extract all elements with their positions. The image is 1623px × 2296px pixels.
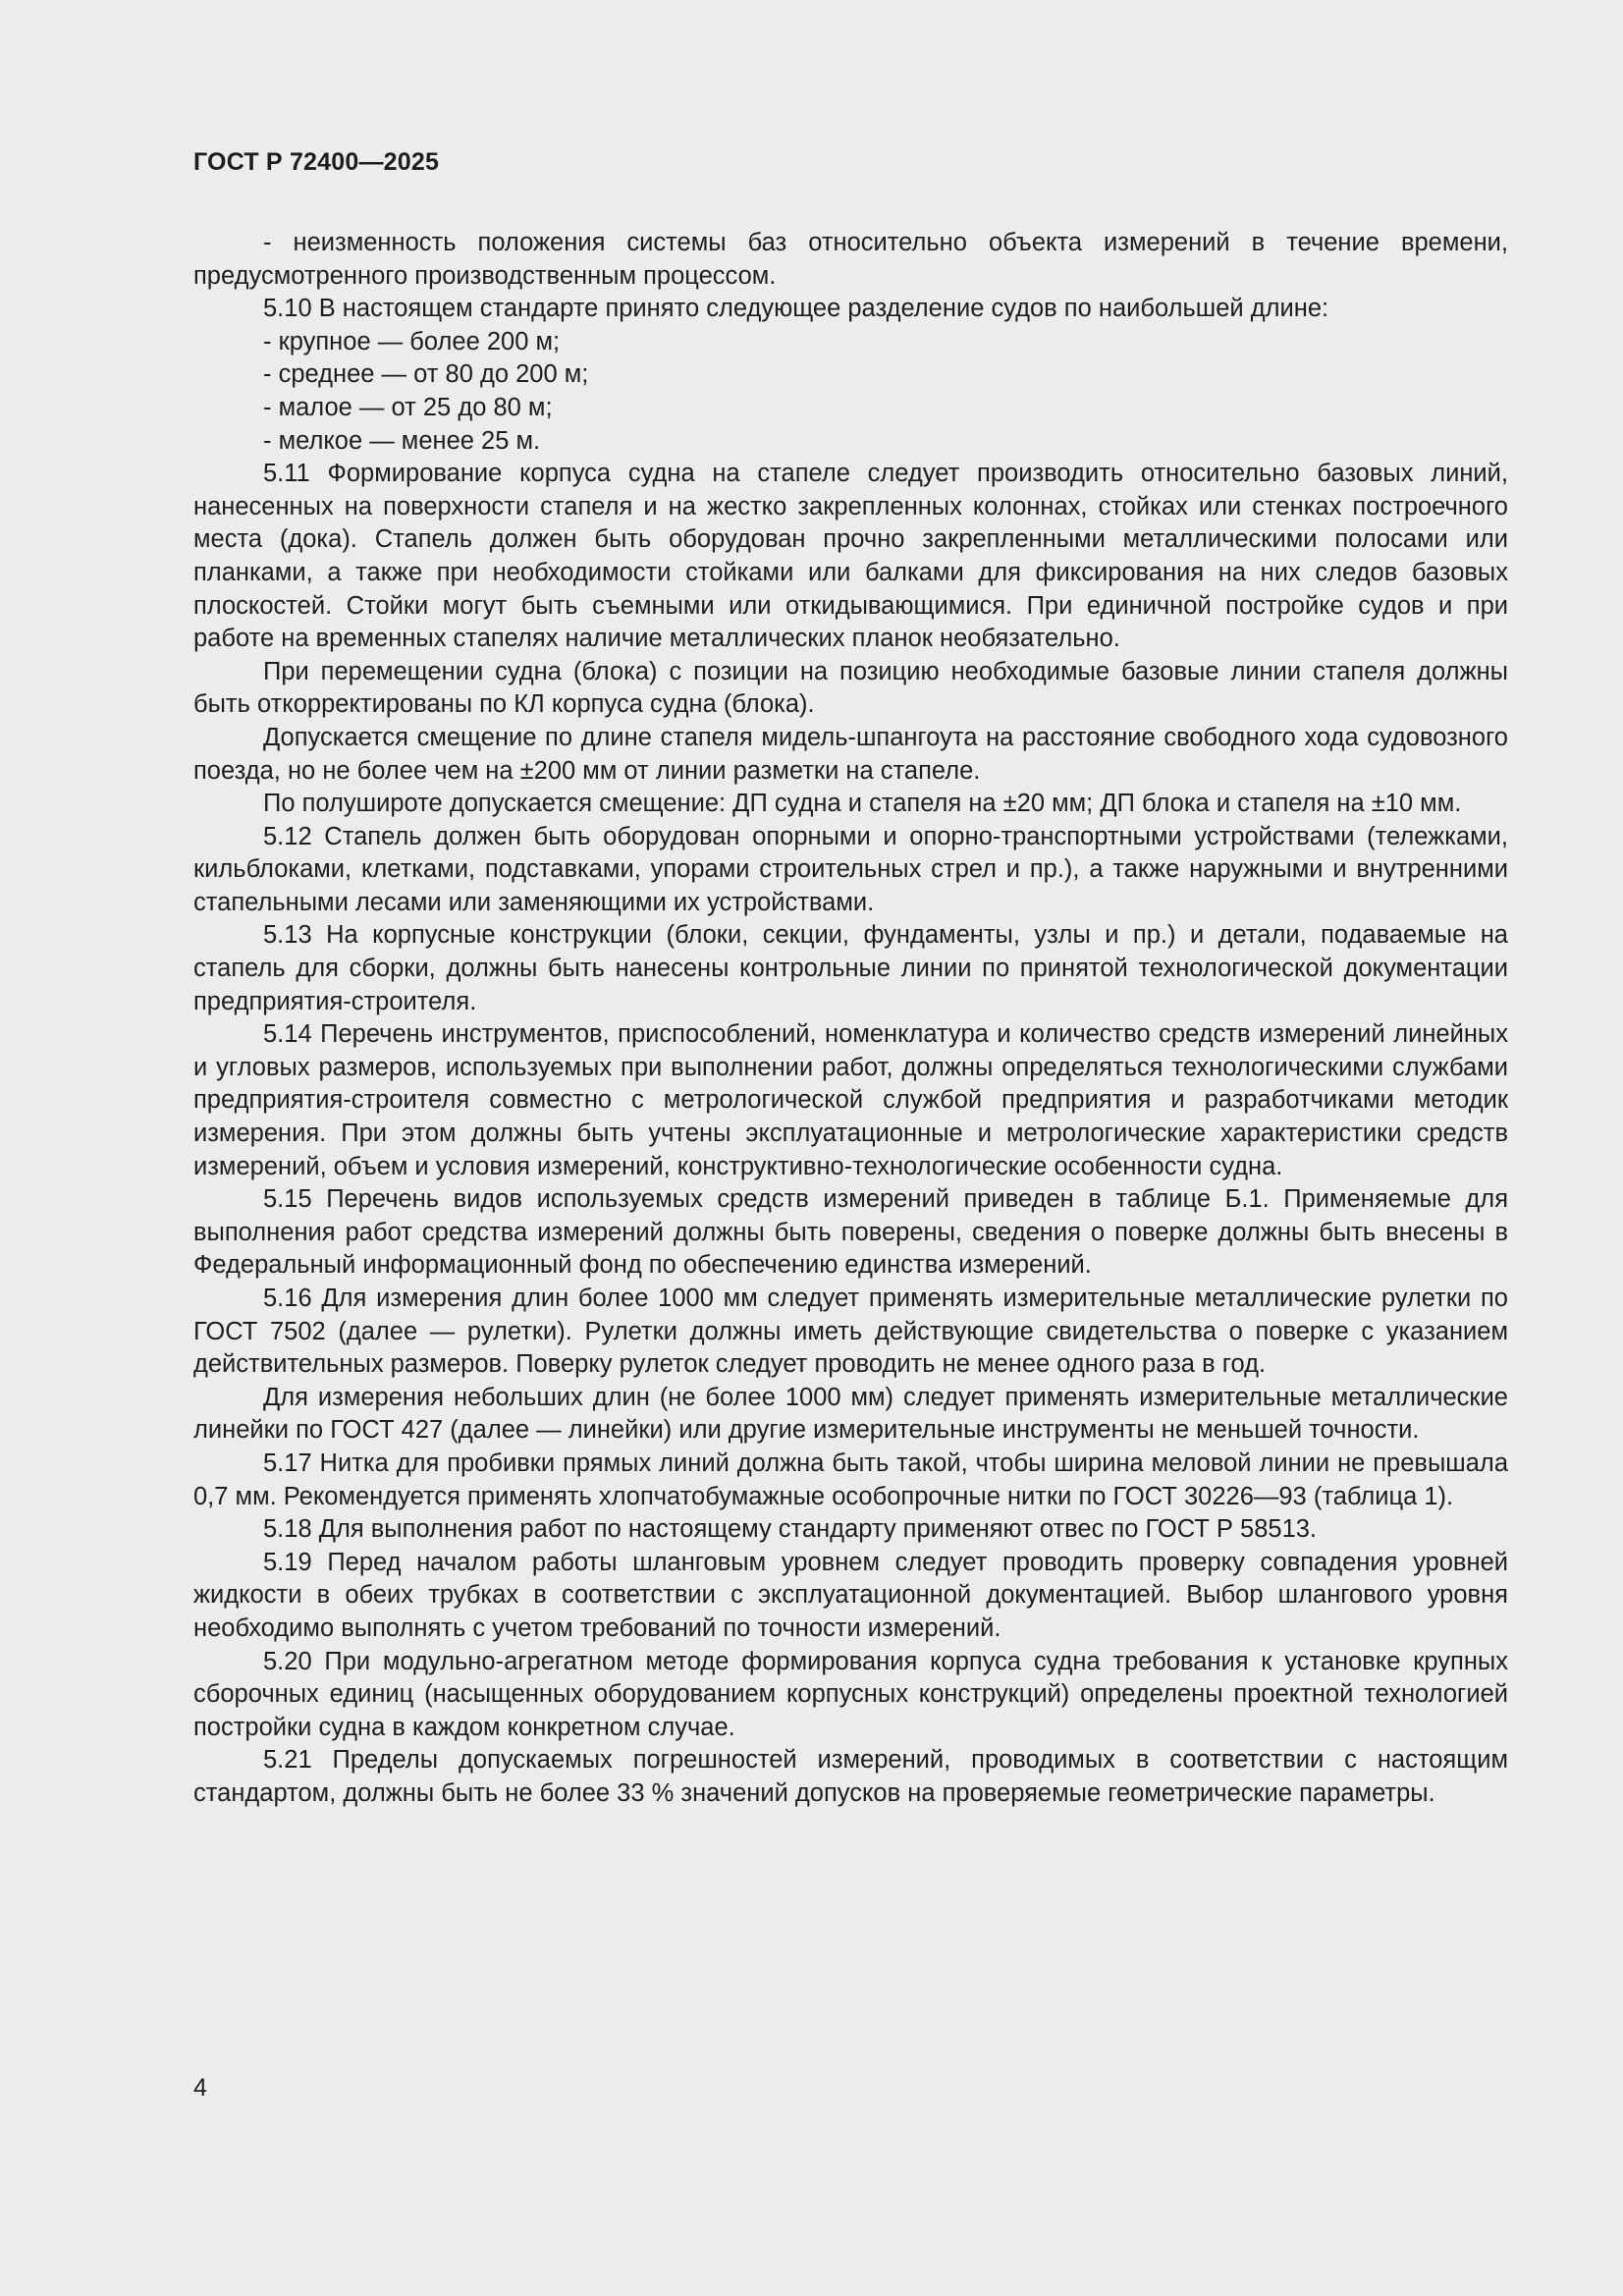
paragraph-5-21: 5.21 Пределы допускаемых погрешностей измерений, проводимых в соответствии с настоящим стандартом, должны быть не более 33 % значений допусков на проверяемые геометрические параметры.	[193, 1746, 1508, 1807]
paragraph-5-16: 5.16 Для измерения длин более 1000 мм следует применять измерительные металлические рулетки по ГОСТ 7502 (далее — рулетки). Рулетки должны иметь действующие свидетельства о поверке с указанием действительных размеров. Поверку рулеток следует проводить не менее одного раза в год.	[193, 1285, 1508, 1379]
paragraph-5-11-relocation: При перемещении судна (блока) с позиции на позицию необходимые базовые линии стапеля должны быть откорректированы по КЛ корпуса судна (блока).	[193, 657, 1508, 719]
paragraph-5-19: 5.19 Перед началом работы шланговым уровнем следует проводить проверку совпадения уровней жидкости в обеих трубках в соответствии с эксплуатационной документацией. Выбор шлангового уровня необходимо выполнять с учетом требований по точности измерений.	[193, 1548, 1508, 1642]
list-item-small-ship: - малое — от 25 до 80 м;	[263, 393, 553, 421]
paragraph-5-17: 5.17 Нитка для пробивки прямых линий должна быть такой, чтобы ширина меловой линии не превышала 0,7 мм. Рекомендуется применять хлопчатобумажные особопрочные нитки по ГОСТ 30226—93 (таблица 1).	[193, 1449, 1508, 1510]
page-number: 4	[193, 2074, 207, 2102]
list-item-large-ship: - крупное — более 200 м;	[263, 327, 561, 355]
document-header: ГОСТ Р 72400—2025	[193, 148, 440, 176]
paragraph-5-13: 5.13 На корпусные конструкции (блоки, секции, фундаменты, узлы и пр.) и детали, подаваемые на стапель для сборки, должны быть нанесены контрольные линии по принятой технологической документации предприятия-строителя.	[193, 921, 1508, 1015]
list-item-tiny-ship: - мелкое — менее 25 м.	[263, 426, 541, 455]
paragraph-5-16-rulers: Для измерения небольших длин (не более 1000 мм) следует применять измерительные металлические линейки по ГОСТ 427 (далее — линейки) или другие измерительные инструменты не меньшей точности.	[193, 1383, 1508, 1445]
list-item-medium-ship: - среднее — от 80 до 200 м;	[263, 360, 589, 389]
paragraph-5-10: 5.10 В настоящем стандарте принято следующее разделение судов по наибольшей длине:	[263, 295, 1329, 323]
document-body	[193, 227, 1508, 1811]
paragraph-5-12: 5.12 Стапель должен быть оборудован опорными и опорно-транспортными устройствами (тележками, кильблоками, клетками, подставками, упорами строительных стрел и пр.), а также наружными и внутренними стапельными лесами или заменяющими их устройствами.	[193, 822, 1508, 916]
paragraph-5-15: 5.15 Перечень видов используемых средств измерений приведен в таблице Б.1. Применяемые для выполнения работ средства измерений должны быть поверены, сведения о поверке должны быть внесены в Федеральный информационный фонд по обеспечению единства измерений.	[193, 1185, 1508, 1280]
paragraph-5-11-offset-width: По полушироте допускается смещение: ДП судна и стапеля на ±20 мм; ДП блока и стапеля на ±10 мм.	[263, 790, 1462, 818]
paragraph-5-11-offset-length: Допускается смещение по длине стапеля мидель-шпангоута на расстояние свободного хода судовозного поезда, но не более чем на ±200 мм от линии разметки на стапеле.	[193, 723, 1508, 785]
paragraph-5-18: 5.18 Для выполнения работ по настоящему стандарту применяют отвес по ГОСТ Р 58513.	[263, 1515, 1318, 1544]
paragraph-5-20: 5.20 При модульно-агрегатном методе формирования корпуса судна требования к установке крупных сборочных единиц (насыщенных оборудованием корпусных конструкций) определены проектной технологией постройки судна в каждом конкретном случае.	[193, 1647, 1508, 1741]
paragraph-base-system: - неизменность положения системы баз относительно объекта измерений в течение времени, предусмотренного производственным процессом.	[193, 229, 1508, 290]
paragraph-5-14: 5.14 Перечень инструментов, приспособлений, номенклатура и количество средств измерений линейных и угловых размеров, используемых при выполнении работ, должны определяться технологическими службами предприятия-строителя совместно с метрологической службой предприятия и разработчиками методик измерения. При этом должны быть учтены эксплуатационные и метрологические характеристики средств измерений, объем и условия измерений, конструктивно-технологические особенности судна.	[193, 1020, 1508, 1180]
paragraph-5-11: 5.11 Формирование корпуса судна на стапеле следует производить относительно базовых линий, нанесенных на поверхности стапеля и на жестко закрепленных колоннах, стойках или стенках построечного места (дока). Стапель должен быть оборудован прочно закрепленными металлическими полосами или планками, а также при необходимости стойками или балками для фиксирования на них следов базовых плоскостей. Стойки могут быть съемными или откидывающимися. При единичной постройке судов и при работе на временных стапелях наличие металлических планок необязательно.	[193, 460, 1508, 653]
